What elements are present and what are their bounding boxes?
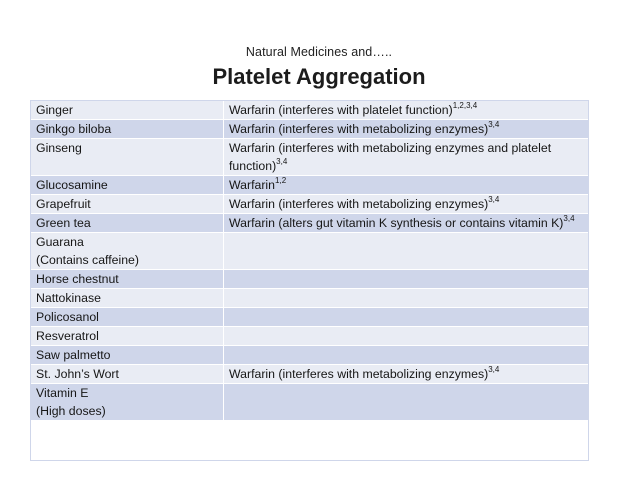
herb-name-line: (Contains caffeine): [36, 253, 139, 267]
herb-cell: [31, 270, 224, 289]
herb-name-line: Guarana: [36, 235, 84, 249]
interaction-cell: [224, 139, 590, 176]
interaction-text: Warfarin (interferes with platelet function): [229, 103, 453, 117]
interaction-text: Warfarin (interferes with metabolizing enzymes): [229, 197, 489, 211]
interaction-table-container: [30, 100, 589, 421]
interaction-cell: [224, 289, 590, 308]
interaction-text: Warfarin (interferes with metabolizing enzymes): [229, 122, 489, 136]
herb-name-line: Ginger: [36, 103, 73, 117]
herb-cell: [31, 346, 224, 365]
interaction-cell: [224, 233, 590, 270]
interaction-cell: [224, 365, 590, 384]
herb-name-line: Horse chestnut: [36, 272, 119, 286]
interaction-cell: [224, 176, 590, 195]
herb-name-line: Policosanol: [36, 310, 99, 324]
table-row: [31, 214, 590, 233]
reference-superscript: 1,2: [275, 175, 287, 185]
interaction-cell: [224, 308, 590, 327]
reference-superscript: 1,2,3,4: [452, 100, 478, 110]
reference-superscript: 3,4: [488, 119, 500, 129]
interaction-cell: [224, 270, 590, 289]
herb-name-line: Nattokinase: [36, 291, 101, 305]
interaction-text: Warfarin (alters gut vitamin K synthesis or contains vitamin K): [229, 216, 564, 230]
herb-cell: [31, 101, 224, 120]
table-row: [31, 327, 590, 346]
interaction-cell: [224, 120, 590, 139]
slide-title: Platelet Aggregation: [212, 64, 426, 89]
table-row: [31, 195, 590, 214]
reference-superscript: 3,4: [488, 194, 500, 204]
interaction-cell: [224, 214, 590, 233]
herb-name-line: Glucosamine: [36, 178, 108, 192]
table-row: [31, 346, 590, 365]
herb-cell: [31, 233, 224, 270]
interaction-table: [30, 100, 590, 421]
interaction-text: Warfarin: [229, 178, 276, 192]
table-row: [31, 101, 590, 120]
table-row: [31, 176, 590, 195]
interaction-table-body: [31, 101, 590, 421]
herb-cell: [31, 327, 224, 346]
interaction-cell: [224, 327, 590, 346]
herb-name-line: Grapefruit: [36, 197, 91, 211]
herb-name-line: St. John’s Wort: [36, 367, 119, 381]
herb-cell: [31, 289, 224, 308]
interaction-cell: [224, 384, 590, 421]
reference-superscript: 3,4: [488, 364, 500, 374]
table-row: [31, 384, 590, 421]
herb-name-line: Green tea: [36, 216, 91, 230]
table-row: [31, 308, 590, 327]
slide-subtitle: Natural Medicines and…..: [245, 45, 393, 59]
herb-name-line: Resveratrol: [36, 329, 99, 343]
table-row: [31, 233, 590, 270]
herb-name-line: Ginkgo biloba: [36, 122, 112, 136]
reference-superscript: 3,4: [276, 156, 288, 166]
herb-name-line: Saw palmetto: [36, 348, 111, 362]
herb-cell: [31, 214, 224, 233]
herb-cell: [31, 120, 224, 139]
herb-cell: [31, 195, 224, 214]
interaction-cell: [224, 195, 590, 214]
table-row: [31, 365, 590, 384]
herb-cell: [31, 176, 224, 195]
interaction-cell: [224, 346, 590, 365]
table-row: [31, 120, 590, 139]
herb-cell: [31, 384, 224, 421]
herb-cell: [31, 308, 224, 327]
reference-superscript: 3,4: [563, 213, 575, 223]
herb-cell: [31, 365, 224, 384]
herb-name-line: Ginseng: [36, 141, 82, 155]
herb-cell: [31, 139, 224, 176]
interaction-cell: [224, 101, 590, 120]
table-row: [31, 139, 590, 176]
interaction-text: Warfarin (interferes with metabolizing enzymes and platelet function): [229, 141, 552, 173]
herb-name-line: Vitamin E: [36, 386, 89, 400]
herb-name-line: (High doses): [36, 404, 106, 418]
table-row: [31, 289, 590, 308]
interaction-text: Warfarin (interferes with metabolizing enzymes): [229, 367, 489, 381]
table-row: [31, 270, 590, 289]
